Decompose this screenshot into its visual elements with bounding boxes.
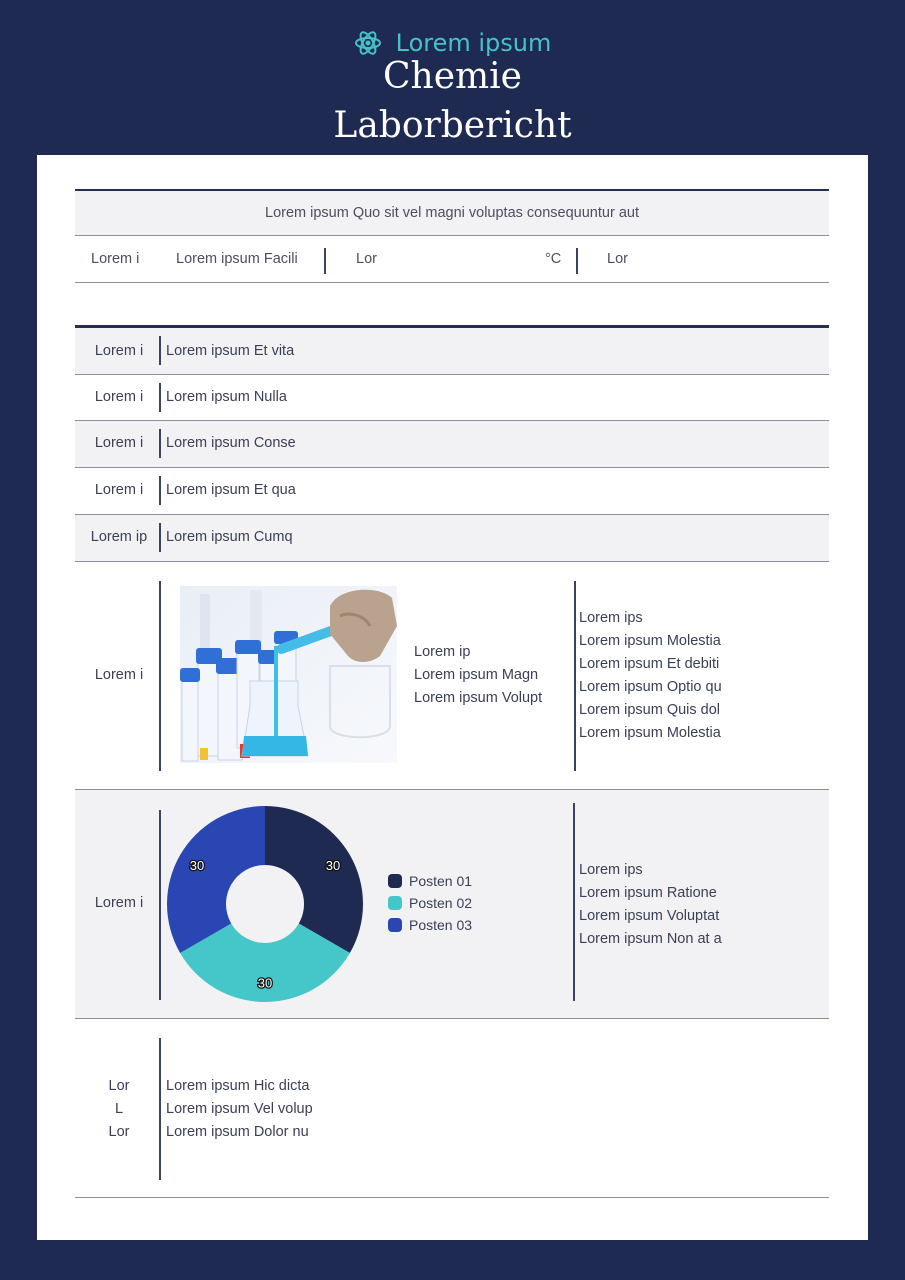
legend-label: Posten 01 <box>409 873 473 889</box>
lab-photo <box>180 586 397 763</box>
row-label: Lorem i <box>94 435 144 451</box>
info-cell: Lor <box>356 251 377 267</box>
donut-slice <box>167 806 265 953</box>
row-value: Lorem ipsum Et vita <box>166 343 295 359</box>
row-value: Lorem ipsum Cumq <box>166 529 293 545</box>
column-divider <box>573 803 575 1001</box>
image-notes: Lorem ips Lorem ipsum Molestia Lorem ipsum Et debiti Lorem ipsum Optio qu Lorem ipsum Quis dol Lorem ipsum Molestia <box>579 610 722 741</box>
summary-labels: Lor L Lor <box>108 1078 130 1140</box>
row-value: Lorem ipsum Nulla <box>166 389 287 405</box>
table-row <box>75 328 829 375</box>
info-cell-unit: °C <box>545 251 562 267</box>
slice-value-label: 30 <box>257 975 273 991</box>
column-divider <box>159 429 161 458</box>
column-divider <box>159 383 161 412</box>
page-header <box>0 0 905 155</box>
column-divider <box>159 336 161 365</box>
info-table-heading: Lorem ipsum Quo sit vel magni voluptas consequuntur aut <box>75 189 829 236</box>
row-value: Lorem ipsum Et qua <box>166 482 296 498</box>
column-divider <box>574 581 576 771</box>
donut-chart <box>165 804 365 1004</box>
info-table <box>75 189 829 283</box>
summary-values: Lorem ipsum Hic dicta Lorem ipsum Vel volup Lorem ipsum Dolor nu <box>166 1078 313 1140</box>
slice-value-label: 30 <box>325 857 341 873</box>
row-label: Lorem i <box>94 389 144 405</box>
legend-swatch <box>388 918 402 932</box>
chart-row <box>75 790 829 1019</box>
legend-label: Posten 03 <box>409 917 473 933</box>
row-label: Lorem i <box>94 343 144 359</box>
chart-legend <box>388 870 472 936</box>
legend-swatch <box>388 874 402 888</box>
column-divider <box>324 248 326 274</box>
column-divider <box>159 1038 161 1180</box>
legend-label: Posten 02 <box>409 895 473 911</box>
column-divider <box>576 248 578 274</box>
details-table <box>75 325 829 1198</box>
row-label: Lorem ip <box>90 529 148 545</box>
info-cell: Lor <box>607 251 628 267</box>
info-cell: Lorem i <box>91 251 140 267</box>
row-label: Lorem i <box>94 482 144 498</box>
legend-item <box>388 914 472 936</box>
column-divider <box>159 810 161 1000</box>
column-divider <box>159 523 161 552</box>
image-row <box>75 562 829 790</box>
page-title: Chemie Laborbericht <box>333 56 572 146</box>
slice-value-label: 30 <box>189 857 205 873</box>
legend-swatch <box>388 896 402 910</box>
column-divider <box>159 581 161 771</box>
chart-notes: Lorem ips Lorem ipsum Ratione Lorem ipsum Voluptat Lorem ipsum Non at a <box>579 862 722 947</box>
info-cell: Lorem ipsum Facili <box>176 251 298 267</box>
summary-row <box>75 1019 829 1198</box>
legend-item <box>388 870 472 892</box>
donut-slice <box>265 806 363 953</box>
row-label: Lorem i <box>94 667 144 683</box>
brand-name: Lorem ipsum <box>395 29 552 57</box>
info-table-row <box>75 236 829 283</box>
row-label: Lorem i <box>94 895 144 911</box>
table-row <box>75 468 829 515</box>
legend-item <box>388 892 472 914</box>
table-row <box>75 421 829 468</box>
row-value: Lorem ipsum Conse <box>166 435 296 451</box>
report-sheet <box>37 155 868 1240</box>
column-divider <box>159 476 161 505</box>
table-row <box>75 375 829 421</box>
image-caption: Lorem ip Lorem ipsum Magn Lorem ipsum Volupt <box>414 644 543 706</box>
table-row <box>75 515 829 562</box>
